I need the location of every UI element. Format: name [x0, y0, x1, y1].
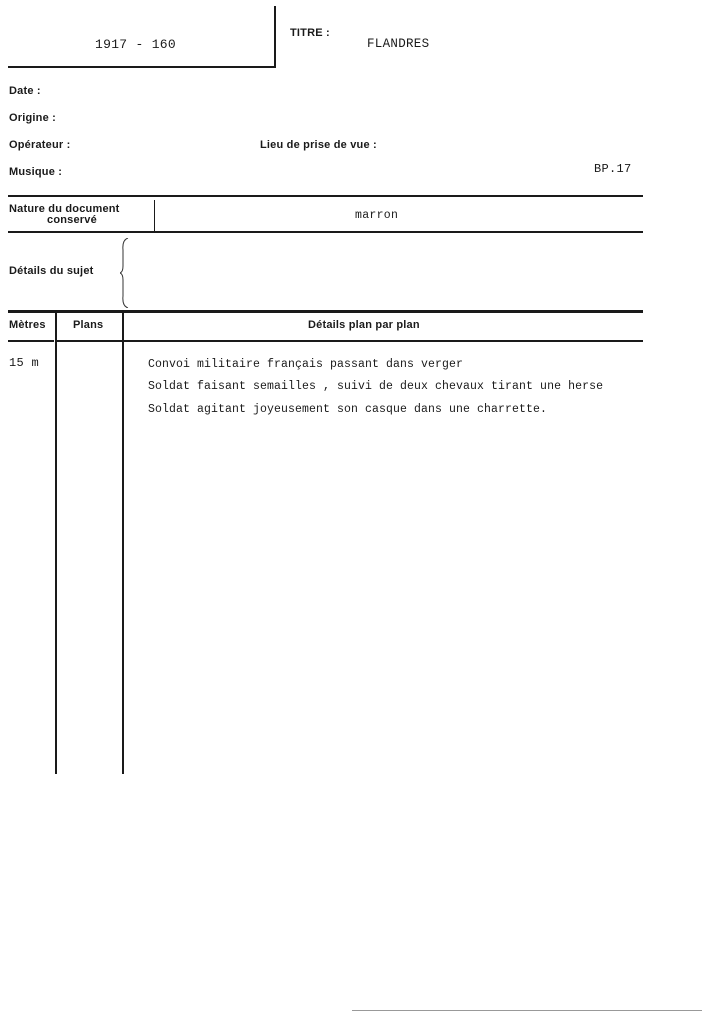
title-value: FLANDRES [367, 37, 430, 51]
lieu-label: Lieu de prise de vue : [260, 139, 377, 151]
nature-top-rule [8, 195, 643, 197]
col-header-metres: Mètres [9, 319, 46, 331]
row-metres: 15 m [9, 356, 40, 370]
table-header-rule-metres [8, 340, 54, 342]
shot-detail-line: Soldat faisant semailles , suivi de deux chevaux tirant une herse [148, 380, 604, 393]
sujet-brace [120, 238, 130, 308]
nature-value: marron [355, 209, 399, 222]
header-box-right-border [274, 6, 276, 67]
shot-detail-line: Convoi militaire français passant dans verger [148, 358, 464, 371]
col-divider-2 [122, 312, 124, 774]
box-code: BP.17 [594, 162, 632, 176]
header-box-bottom-border [8, 66, 276, 68]
date-label: Date : [9, 85, 41, 97]
shot-detail-line: Soldat agitant joyeusement son casque dans une charrette. [148, 403, 548, 416]
nature-label-line1: Nature du document [9, 203, 120, 215]
nature-divider [154, 200, 155, 231]
nature-bottom-rule [8, 231, 643, 233]
nature-label-line2: conservé [47, 214, 97, 226]
title-label: TITRE : [290, 27, 330, 39]
col-header-details: Détails plan par plan [308, 319, 420, 331]
reference-number: 1917 - 160 [95, 37, 177, 52]
origine-label: Origine : [9, 112, 57, 124]
table-top-rule [8, 310, 643, 313]
page-edge-line [352, 1010, 702, 1011]
sujet-label: Détails du sujet [9, 265, 94, 277]
musique-label: Musique : [9, 166, 63, 178]
table-header-rule-main [57, 340, 643, 342]
operateur-label: Opérateur : [9, 139, 71, 151]
col-divider-1 [55, 312, 57, 774]
col-header-plans: Plans [73, 319, 104, 331]
